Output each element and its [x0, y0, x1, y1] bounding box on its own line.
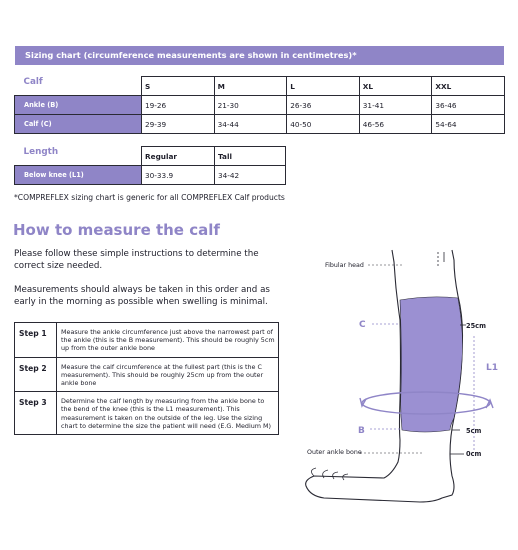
step-label: Step 3: [15, 392, 57, 435]
size-header-xxl: XXL: [432, 77, 505, 96]
steps-table: [14, 322, 279, 435]
table-cell: 26-36: [287, 96, 360, 115]
calf-size-table: [14, 76, 505, 134]
size-header-s: S: [142, 77, 215, 96]
table-cell: 54-64: [432, 115, 505, 134]
step-row: [15, 323, 279, 358]
mark-5cm: 5cm: [466, 427, 482, 435]
compression-sleeve: [400, 297, 463, 432]
instructions-timing: Measurements should always be taken in this order and as early in the morning as possible when swelling is minimal.: [14, 285, 270, 307]
table-cell: 40-50: [287, 115, 360, 134]
length-header-row: [15, 147, 286, 166]
calf-group-label: Calf: [23, 76, 43, 87]
instructions-intro: Please follow these simple instructions to determine the correct size needed.: [14, 249, 259, 271]
calf-row-label: Calf (C): [15, 115, 142, 134]
length-size-table: [14, 146, 286, 185]
table-cell: 46-56: [359, 115, 432, 134]
step-text: Measure the calf circumference at the fullest part (this is the C measurement). This should be roughly 25cm up from the outer ankle bone: [57, 357, 279, 392]
table-row: [15, 96, 505, 115]
size-header-xl: XL: [359, 77, 432, 96]
below-knee-row-label: Below knee (L1): [15, 166, 142, 185]
size-header-tall: Tall: [215, 147, 286, 166]
calf-header-row: [15, 77, 505, 96]
table-cell: 31-41: [359, 96, 432, 115]
label-c: C: [359, 320, 366, 330]
mark-0cm: 0cm: [466, 450, 482, 458]
label-l1: L1: [486, 363, 498, 373]
sizing-chart-banner: Sizing chart (circumference measurements are shown in centimetres)*: [15, 46, 504, 65]
step-row: [15, 357, 279, 392]
table-row: [15, 166, 286, 185]
table-row: [15, 115, 505, 134]
outer-ankle-bone-label: Outer ankle bone: [307, 449, 362, 456]
table-cell: 29-39: [142, 115, 215, 134]
step-label: Step 2: [15, 357, 57, 392]
step-text: Measure the ankle circumference just above the narrowest part of the ankle (this is the B measurement). This should be roughly 5cm up from the outer ankle bone: [57, 323, 279, 358]
step-text: Determine the calf length by measuring from the ankle bone to the bend of the knee (this is the L1 measurement). This measurement is taken on the outside of the leg. Use the sizing chart to determine the size the patient will need (E.G. Medium M): [57, 392, 279, 435]
ankle-row-label: Ankle (B): [15, 96, 142, 115]
step-row: [15, 392, 279, 435]
mark-25cm: 25cm: [466, 322, 486, 330]
table-cell: 21-30: [214, 96, 287, 115]
size-header-l: L: [287, 77, 360, 96]
label-b: B: [358, 426, 365, 436]
length-group-label: Length: [23, 146, 59, 157]
table-cell: 34-44: [214, 115, 287, 134]
table-cell: 30-33.9: [142, 166, 215, 185]
how-to-heading: How to measure the calf: [13, 221, 220, 239]
size-header-m: M: [214, 77, 287, 96]
table-cell: 19-26: [142, 96, 215, 115]
step-label: Step 1: [15, 323, 57, 358]
table-cell: 34-42: [215, 166, 286, 185]
size-header-regular: Regular: [142, 147, 215, 166]
arrow-left-icon: [360, 398, 366, 406]
sizing-footnote: *COMPREFLEX sizing chart is generic for all COMPREFLEX Calf products: [14, 193, 285, 202]
leg-measurement-diagram: [300, 240, 518, 520]
fibular-head-label: Fibular head: [325, 262, 364, 269]
table-cell: 36-46: [432, 96, 505, 115]
